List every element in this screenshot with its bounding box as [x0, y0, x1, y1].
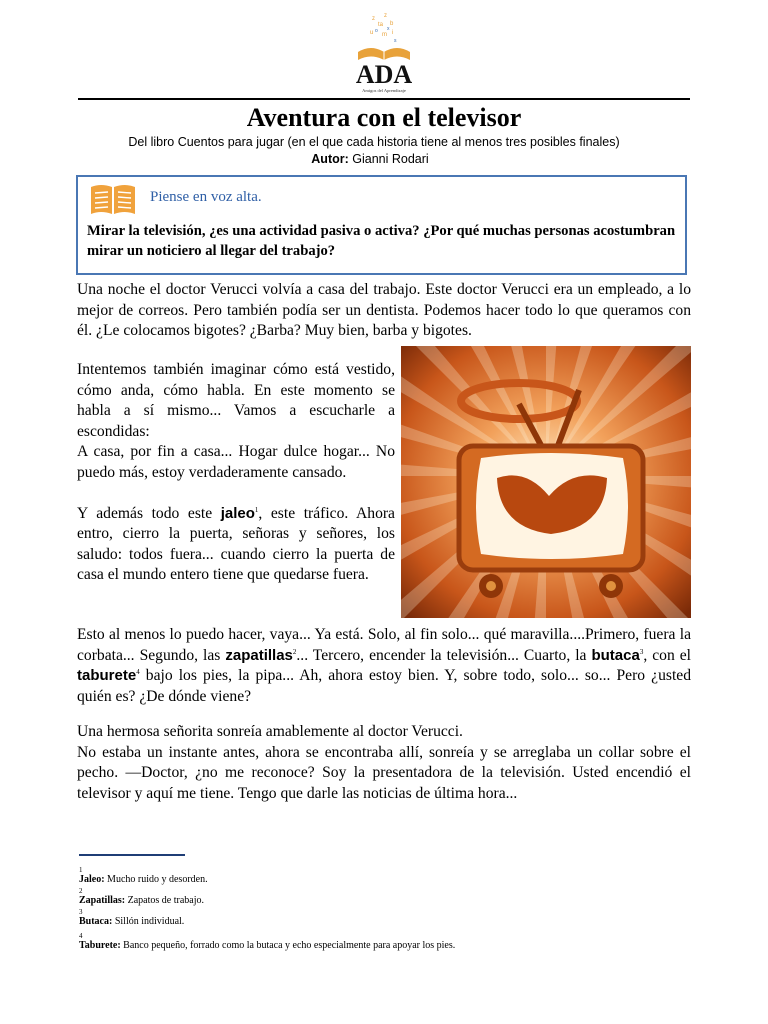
- svg-text:u: u: [370, 30, 374, 36]
- page-title: Aventura con el televisor: [246, 103, 522, 132]
- footnote-number: 4: [79, 932, 83, 940]
- svg-text:m: m: [382, 32, 387, 38]
- story-p2b: ... Tercero, encender la televisión... Cuarto, la: [296, 646, 592, 664]
- header-rule: [78, 98, 690, 100]
- story-left-p2: A casa, por fin a casa... Hogar dulce hogar... No puedo más, estoy verdaderamente cansado.: [77, 443, 395, 481]
- story-paragraph-3: [77, 722, 691, 804]
- svg-text:o: o: [375, 28, 378, 34]
- svg-text:x: x: [387, 26, 390, 32]
- footnote-term: Zapatillas:: [79, 895, 126, 906]
- story-left-p1: Intentemos también imaginar cómo está vestido, cómo anda, cómo habla. En este momento se habla a sí mismo... Vamos a escucharle a escondidas:: [77, 361, 395, 440]
- svg-text:b: b: [390, 21, 394, 27]
- footnote-ref-1[interactable]: 1: [254, 505, 259, 514]
- ada-logo: [334, 12, 434, 96]
- story-left-p3a: Y además todo este: [77, 504, 221, 522]
- think-aloud-question: Mirar la televisión, ¿es una actividad pasiva o activa? ¿Por qué muchas personas acostumbran mirar un noticiero al llegar del trabajo?: [87, 223, 676, 259]
- svg-text:i: i: [392, 30, 394, 36]
- svg-text:z: z: [372, 16, 375, 22]
- story-paragraph-2: [77, 625, 691, 707]
- footnote-4: [79, 933, 455, 952]
- story-p2c: , con el: [643, 646, 691, 664]
- footnote-definition: Banco pequeño, forrado como la butaca y echo especialmente para apoyar los pies.: [123, 940, 456, 951]
- footnote-ref-2[interactable]: 2: [292, 647, 297, 656]
- author-name: Gianni Rodari: [352, 152, 429, 166]
- footnote-3: [79, 909, 184, 928]
- footnote-2: [79, 888, 204, 907]
- story-p3-line2: No estaba un instante antes, ahora se encontraba allí, sonreía y se arreglaba un collar sobre el pecho. —Doctor, ¿no me reconoce? Soy la presentadora de la televisión. Usted encendió el televisor y aquí me tiene. Tengo que darle las noticias de última hora...: [77, 743, 691, 802]
- logo-text: ADA: [355, 60, 413, 89]
- footnote-number: 3: [79, 908, 83, 916]
- story-column-text: [77, 360, 395, 586]
- footnote-ref-3[interactable]: 3: [639, 647, 644, 656]
- footnote-number: 1: [79, 866, 83, 874]
- footnote-term: Taburete:: [79, 940, 121, 951]
- subtitle: Del libro Cuentos para jugar (en el que cada historia tiene al menos tres posibles finales): [128, 135, 620, 149]
- footnote-1: [79, 867, 208, 886]
- term-jaleo: jaleo: [220, 504, 255, 522]
- story-p2d: bajo los pies, la pipa... Ah, ahora estoy bien. Y, sobre todo, solo... so... Pero ¿usted quién es? ¿De dónde viene?: [77, 667, 691, 705]
- svg-text:ta: ta: [378, 22, 384, 28]
- think-aloud-box: [76, 175, 687, 275]
- footnote-number: 2: [79, 887, 83, 895]
- footnote-term: Jaleo:: [79, 874, 105, 885]
- term-zapatillas: zapatillas: [225, 646, 293, 664]
- logo-subtext: Amigos del Aprendizaje: [362, 88, 406, 93]
- footnote-term: Butaca:: [79, 916, 113, 927]
- footnote-definition: Zapatos de trabajo.: [127, 895, 204, 906]
- svg-text:z: z: [384, 13, 387, 19]
- svg-text:s: s: [394, 38, 397, 44]
- footnote-definition: Sillón individual.: [114, 916, 185, 927]
- story-left-p3b: , este tráfico. Ahora entro, cierro la puerta, señoras y señores, los saludo: todos fuera... cuando cierro la puerta de casa el mundo entero tiene que quedarse fuera.: [77, 504, 395, 583]
- tv-illustration: [401, 346, 691, 618]
- footnote-definition: Mucho ruido y desorden.: [107, 874, 208, 885]
- footnote-separator: [79, 854, 185, 856]
- author-line: [0, 151, 740, 167]
- story-paragraph-1: Una noche el doctor Verucci volvía a casa del trabajo. Este doctor Verucci era un empleado, a lo mejor de correos. Pero también podía ser un dentista. Podemos hacer todo lo que queramos con él. ¿Le colocamos bigotes? ¿Barba? Muy bien, barba y bigotes.: [77, 281, 691, 339]
- story-p2a: Esto al menos lo puedo hacer, vaya... Ya está. Solo, al fin solo... qué maravilla....Primero, fuera la corbata... Segundo, las: [77, 626, 691, 664]
- open-book-icon: [88, 183, 138, 217]
- think-aloud-label: Piense en voz alta.: [150, 189, 262, 205]
- term-butaca: butaca: [591, 646, 640, 664]
- author-label: Autor:: [311, 152, 349, 166]
- footnote-ref-4[interactable]: 4: [136, 667, 140, 676]
- story-p3-line1: Una hermosa señorita sonreía amablemente al doctor Verucci.: [77, 723, 463, 740]
- term-taburete: taburete: [77, 667, 137, 684]
